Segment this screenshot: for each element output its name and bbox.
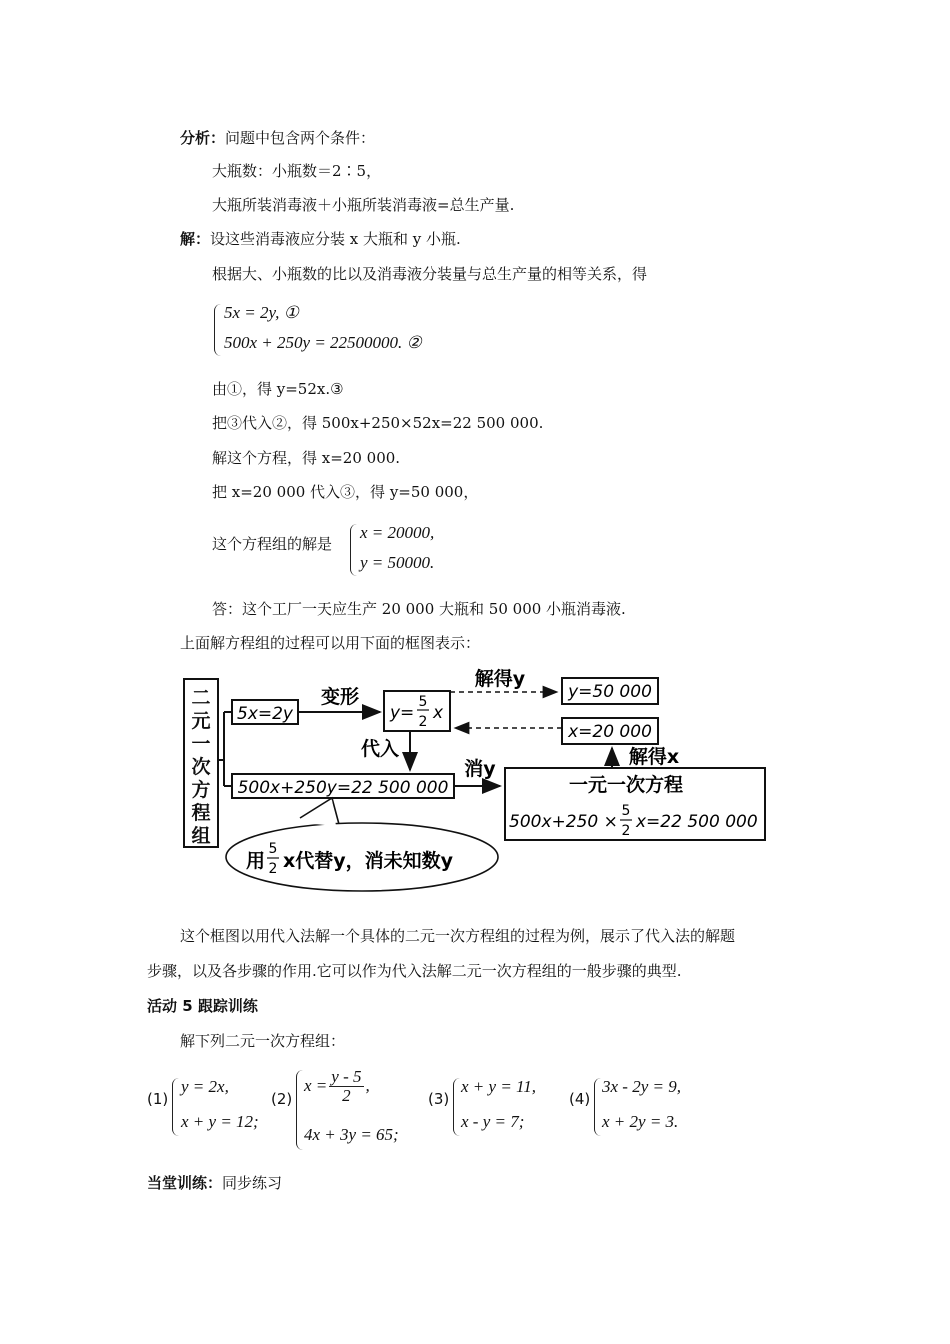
left-box-char: 一 [191,733,211,755]
problem-label: (4) [569,1090,591,1108]
solution-setup: 设这些消毒液应分装 x 大瓶和 y 小瓶. [210,230,461,248]
result-label: 这个方程组的解是 [212,535,333,553]
problem-1-eq-1: y = 2x, [181,1077,229,1096]
problem-2-fraction [329,1068,363,1105]
left-box-char: 组 [191,825,211,847]
answer: 答：这个工厂一天应生产 20 000 大瓶和 50 000 小瓶消毒液. [212,600,626,618]
frac-den: 2 [418,714,428,730]
one-var-lhs: 500x+250 × [509,812,618,832]
problem-4-eq-1: 3x - 2y = 9, [602,1077,681,1096]
step-3: 解这个方程，得 x=20 000. [212,449,401,467]
system-eq-1: 5x = 2y, ① [224,303,299,322]
result-y: y = 50000. [360,553,435,572]
practice-label: 当堂训练： [147,1174,223,1192]
left-box-char: 程 [191,802,211,824]
solve-x-label: 解得x [628,746,680,768]
substitute-label: 代入 [360,738,400,760]
problem-brace [453,1078,460,1136]
activity-instruction: 解下列二元一次方程组： [180,1032,346,1050]
step-1: 由①，得 y=52x.③ [212,380,344,398]
problem-2-frac-num: y - 5 [331,1067,362,1086]
bubble-pre: 用 [246,850,266,872]
solve-y-label: 解得y [474,668,526,690]
paragraph-line-1: 这个框图以用代入法解一个具体的二元一次方程组的过程为例，展示了代入法的解题 [180,927,736,945]
problem-label: (3) [428,1090,450,1108]
substituted-y-lhs: y= [390,703,415,723]
problem-3-eq-1: x + y = 11, [461,1077,537,1096]
step-4: 把 x=20 000 代入③，得 y=50 000， [212,483,479,501]
system-eq-2: 500x + 250y = 22500000. ② [224,333,422,352]
bubble-frac-num: 5 [268,841,278,857]
frac-x: x [433,703,444,723]
left-box-char: 方 [191,779,211,801]
step-2: 把③代入②，得 500x+250×52x=22 500 000. [212,414,544,432]
problem-4-eq-2: x + 2y = 3. [602,1112,679,1131]
condition-1: 大瓶数：小瓶数＝2∶5， [212,162,382,180]
frac-num: 5 [418,694,428,710]
problem-2-eq-1-lhs: x = [304,1076,328,1096]
one-var-title: 一元一次方程 [568,774,684,796]
problem-2-eq-1 [304,1068,370,1105]
y-result: y=50 000 [568,682,652,702]
solution-basis: 根据大、小瓶数的比以及消毒液分装量与总生产量的相等关系，得 [212,265,648,283]
activity-title: 活动 5 跟踪训练 [147,997,258,1015]
one-var-frac-den: 2 [621,823,631,839]
result-x: x = 20000, [360,523,435,542]
problem-1-eq-2: x + y = 12; [181,1112,259,1131]
bubble-post: x代替y，消未知数y [283,850,454,872]
problem-2-eq-2: 4x + 3y = 65; [304,1125,399,1144]
left-box-char: 二 [191,687,211,709]
eq-top: 5x=2y [237,704,293,724]
problem-brace [594,1078,601,1136]
diagram-intro: 上面解方程组的过程可以用下面的框图表示： [180,634,481,652]
problem-2-frac-den: 2 [342,1085,351,1105]
left-box-char: 元 [191,710,211,732]
practice-text: 同步练习 [222,1174,283,1192]
bubble-frac-den: 2 [268,861,278,877]
condition-2: 大瓶所装消毒液＋小瓶所装消毒液=总生产量. [212,196,515,214]
problem-label: (1) [147,1090,169,1108]
paragraph-line-2: 步骤，以及各步骤的作用.它可以作为代入法解二元一次方程组的一般步骤的典型. [147,962,682,980]
problem-3-eq-2: x - y = 7; [461,1112,525,1131]
one-var-rhs: x=22 500 000 [636,812,758,832]
left-box-char: 次 [191,756,211,778]
one-var-frac-num: 5 [621,803,631,819]
practice-line [147,1172,282,1193]
eq-bottom: 500x+250y=22 500 000 [237,778,449,798]
solution-label: 解： [180,230,211,248]
problem-brace [296,1070,303,1150]
problem-label: (2) [271,1090,293,1108]
eliminate-label: 消y [464,758,496,780]
x-result: x=20 000 [568,722,652,742]
transform-label: 变形 [320,686,360,708]
problem-brace [172,1078,179,1136]
problem-2-eq-1-tail: , [365,1076,370,1096]
analysis-intro: 问题中包含两个条件： [225,129,376,147]
analysis-label: 分析： [180,129,226,147]
